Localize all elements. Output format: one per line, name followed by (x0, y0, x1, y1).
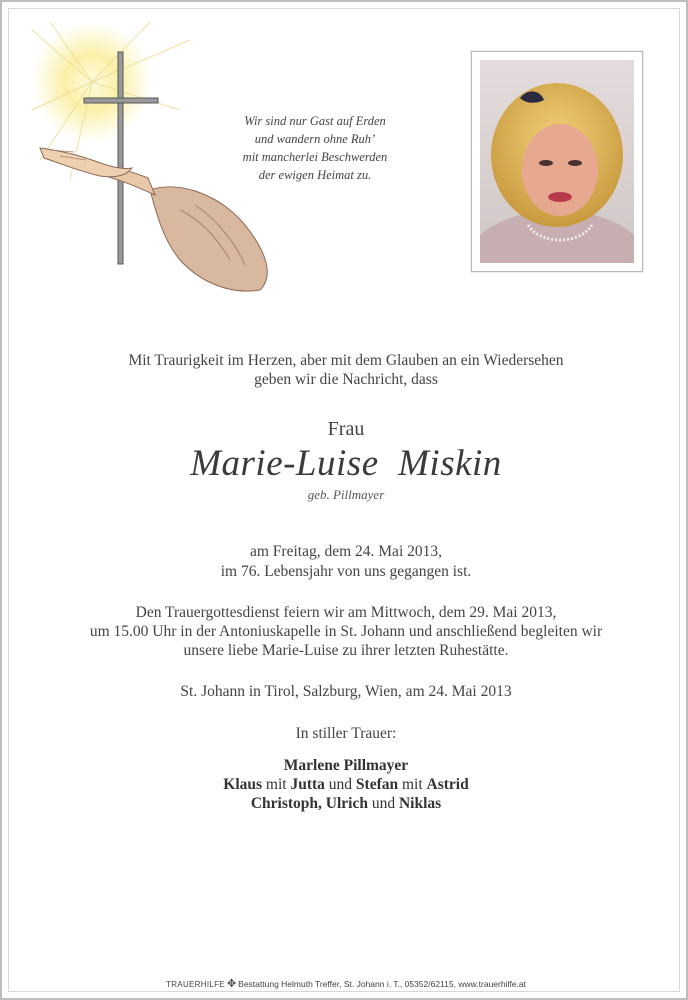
mourners-line (2, 775, 688, 794)
deceased-name: Marie-Luise Miskin (190, 443, 502, 484)
poem-line: der ewigen Heimat zu. (258, 168, 372, 182)
intro-line: geben wir die Nachricht, dass (254, 371, 438, 388)
mourner-name: Christoph, Ulrich (250, 795, 368, 812)
service-line: unsere liebe Marie-Luise zu ihrer letzten Ruhestätte. (183, 642, 509, 659)
service-details (2, 603, 688, 660)
intro-line: Mit Traurigkeit im Herzen, aber mit dem Glauben an ein Wiedersehen (128, 352, 564, 369)
logo-mark-icon: ✥ (226, 978, 237, 990)
footer-logo: TRAUERHILFE (166, 980, 225, 989)
footer (2, 977, 688, 990)
poem-line: und wandern ohne Ruh’ (254, 132, 376, 146)
poem-line: Wir sind nur Gast auf Erden (244, 114, 386, 128)
mourners-line (2, 794, 688, 813)
connector: mit (262, 776, 291, 793)
mourners-list (2, 756, 688, 813)
service-line: Den Trauergottesdienst feiern wir am Mittwoch, dem 29. Mai 2013, (135, 604, 557, 621)
mourner-name: Stefan (355, 776, 399, 793)
mourner-name: Marlene Pillmayer (283, 757, 409, 774)
mourner-name: Klaus (223, 776, 263, 793)
poem (230, 112, 400, 184)
mourner-name: Jutta (290, 776, 325, 793)
mourner-name: Astrid (426, 776, 469, 793)
place-date: St. Johann in Tirol, Salzburg, Wien, am 24. Mai 2013 (180, 683, 512, 700)
connector: und (367, 795, 399, 812)
salutation: Frau (327, 418, 365, 440)
connector: mit (398, 776, 427, 793)
service-line: um 15.00 Uhr in der Antoniuskapelle in St. Johann und anschließend begleiten wir (89, 623, 603, 640)
death-line: im 76. Lebensjahr von uns gegangen ist. (220, 563, 472, 580)
death-notice (2, 542, 688, 582)
death-line: am Freitag, dem 24. Mai 2013, (250, 543, 442, 560)
portrait-photo (480, 60, 634, 263)
poem-line: mit mancherlei Beschwerden (242, 150, 388, 164)
mourner-name: Niklas (398, 795, 442, 812)
connector: und (324, 776, 356, 793)
intro-text (2, 351, 688, 389)
mourning-heading: In stiller Trauer: (295, 725, 397, 742)
photo-frame (471, 51, 643, 272)
birth-name: geb. Pillmayer (307, 487, 385, 502)
mourners-line (2, 756, 688, 775)
footer-text: Bestattung Helmuth Treffer, St. Johann i. T., 05352/62115, www.trauerhilfe.at (238, 979, 526, 989)
